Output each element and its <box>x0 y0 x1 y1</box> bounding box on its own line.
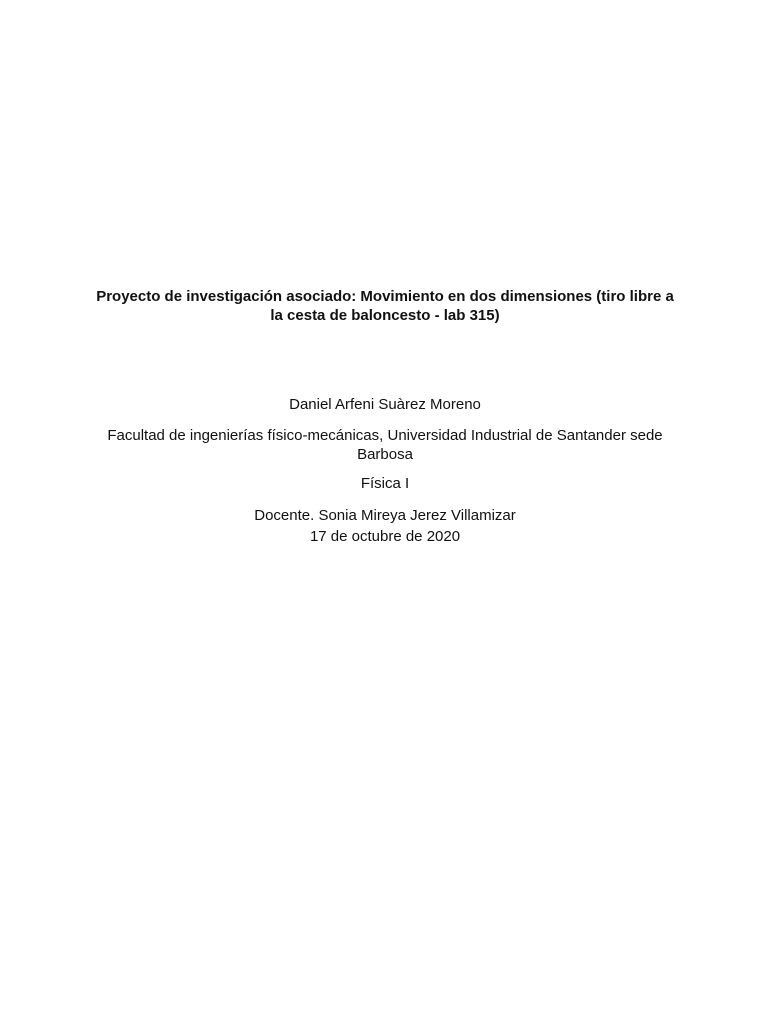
document-title: Proyecto de investigación asociado: Movimiento en dos dimensiones (tiro libre a la cesta de baloncesto - lab 315) <box>96 288 674 324</box>
author-name: Daniel Arfeni Suàrez Moreno <box>289 396 481 413</box>
course-name: Física I <box>360 475 410 492</box>
faculty-affiliation: Facultad de ingenierías físico-mecánicas, Universidad Industrial de Santander sede Barbosa <box>107 427 663 463</box>
teacher-name: Docente. Sonia Mireya Jerez Villamizar <box>254 507 516 524</box>
document-date: 17 de octubre de 2020 <box>309 528 461 545</box>
